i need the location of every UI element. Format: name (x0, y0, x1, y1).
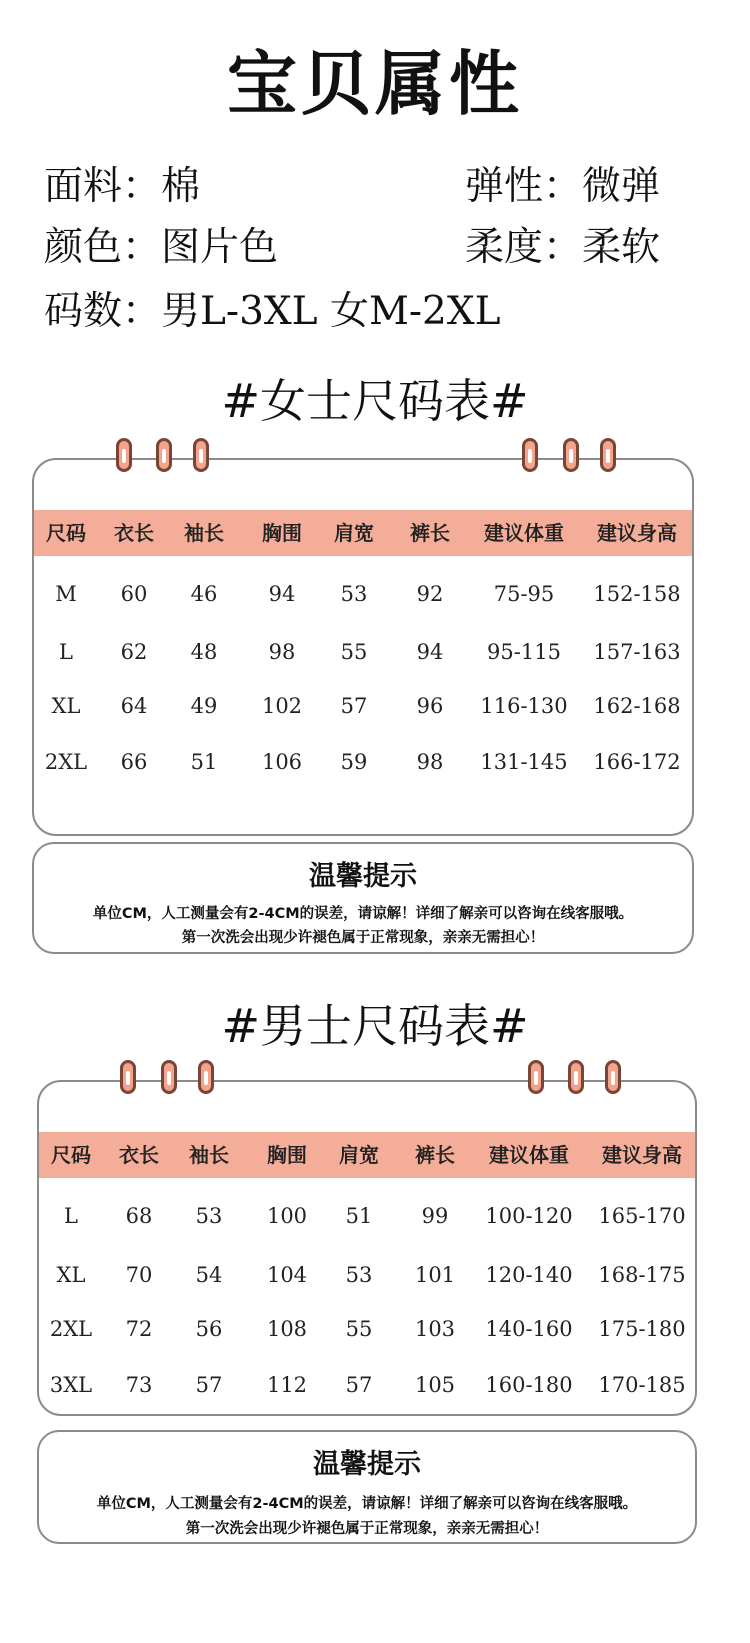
men-tip-title: 温馨提示 (313, 1449, 421, 1480)
men-header-chest: 胸围 (267, 1143, 307, 1167)
attr-elasticity: 弹性：微弹 (465, 164, 661, 209)
women-cell-height: 157-163 (593, 640, 681, 664)
page-title: 宝贝属性 (227, 43, 523, 125)
women-header-shoulder: 肩宽 (334, 521, 374, 545)
men-table-title: #男士尺码表# (221, 999, 529, 1053)
men-header-sleeve: 袖长 (189, 1143, 229, 1167)
women-cell-size: M (55, 582, 77, 606)
women-cell-shoulder: 57 (340, 694, 368, 718)
men-header-weight: 建议体重 (489, 1143, 569, 1167)
women-cell-size: XL (51, 694, 81, 718)
attr-softness: 柔度：柔软 (465, 225, 661, 270)
women-binding-ring-icon (193, 438, 209, 472)
men-cell-shoulder: 51 (345, 1204, 373, 1228)
women-cell-sleeve: 46 (190, 582, 218, 606)
women-cell-sleeve: 48 (190, 640, 218, 664)
women-header-weight: 建议体重 (484, 521, 564, 545)
women-cell-chest: 102 (261, 694, 303, 718)
men-cell-sleeve: 54 (195, 1263, 223, 1287)
women-cell-pants: 96 (416, 694, 444, 718)
women-cell-weight: 131-145 (480, 750, 568, 774)
women-tip-box (32, 842, 694, 954)
attr-color: 颜色：图片色 (44, 225, 279, 270)
men-cell-sleeve: 57 (195, 1373, 223, 1397)
men-header-height: 建议身高 (602, 1143, 682, 1167)
men-cell-chest: 112 (266, 1373, 308, 1397)
men-header-length: 衣长 (119, 1143, 159, 1167)
men-cell-size: XL (56, 1263, 86, 1287)
men-binding-ring-icon (120, 1060, 136, 1094)
women-cell-chest: 94 (268, 582, 296, 606)
men-cell-size: 2XL (49, 1317, 93, 1341)
women-cell-length: 62 (120, 640, 148, 664)
women-cell-sleeve: 49 (190, 694, 218, 718)
women-cell-height: 166-172 (593, 750, 681, 774)
women-cell-weight: 116-130 (480, 694, 568, 718)
men-cell-size: 3XL (49, 1373, 93, 1397)
women-cell-sleeve: 51 (190, 750, 218, 774)
women-cell-size: L (59, 640, 73, 664)
men-cell-chest: 104 (266, 1263, 308, 1287)
women-cell-height: 152-158 (593, 582, 681, 606)
women-binding-ring-icon (600, 438, 616, 472)
women-cell-pants: 92 (416, 582, 444, 606)
women-cell-size: 2XL (44, 750, 88, 774)
men-tip-line-1: 单位CM，人工测量会有2-4CM的误差，请谅解！详细了解亲可以咨询在线客服哦。 (96, 1496, 638, 1512)
women-header-chest: 胸围 (262, 521, 302, 545)
women-header-length: 衣长 (114, 521, 154, 545)
women-cell-shoulder: 59 (340, 750, 368, 774)
men-binding-ring-icon (198, 1060, 214, 1094)
women-cell-weight: 95-115 (487, 640, 561, 664)
women-cell-shoulder: 55 (340, 640, 368, 664)
women-binding-ring-icon (522, 438, 538, 472)
men-binding-ring-icon (605, 1060, 621, 1094)
women-table-title: #女士尺码表# (221, 374, 529, 428)
men-cell-length: 68 (125, 1204, 153, 1228)
men-cell-shoulder: 53 (345, 1263, 373, 1287)
men-cell-sleeve: 53 (195, 1204, 223, 1228)
women-cell-shoulder: 53 (340, 582, 368, 606)
women-cell-pants: 98 (416, 750, 444, 774)
men-cell-pants: 101 (414, 1263, 456, 1287)
men-binding-ring-icon (568, 1060, 584, 1094)
men-cell-weight: 120-140 (485, 1263, 573, 1287)
men-tip-line-2: 第一次洗会出现少许褪色属于正常现象，亲亲无需担心！ (185, 1521, 549, 1537)
women-cell-chest: 106 (261, 750, 303, 774)
men-cell-chest: 108 (266, 1317, 308, 1341)
men-header-shoulder: 肩宽 (339, 1143, 379, 1167)
women-cell-pants: 94 (416, 640, 444, 664)
men-cell-height: 165-170 (598, 1204, 686, 1228)
men-cell-pants: 105 (414, 1373, 456, 1397)
attr-sizes: 码数：男L-3XL 女M-2XL (44, 289, 501, 334)
women-header-pants: 裤长 (410, 521, 450, 545)
women-cell-length: 66 (120, 750, 148, 774)
men-binding-ring-icon (528, 1060, 544, 1094)
women-header-sleeve: 袖长 (184, 521, 224, 545)
men-cell-length: 70 (125, 1263, 153, 1287)
men-cell-shoulder: 55 (345, 1317, 373, 1341)
women-binding-ring-icon (563, 438, 579, 472)
women-header-height: 建议身高 (597, 521, 677, 545)
women-cell-weight: 75-95 (493, 582, 555, 606)
women-tip-line-1: 单位CM，人工测量会有2-4CM的误差，请谅解！详细了解亲可以咨询在线客服哦。 (92, 906, 634, 922)
men-cell-height: 175-180 (598, 1317, 686, 1341)
women-cell-length: 60 (120, 582, 148, 606)
men-cell-shoulder: 57 (345, 1373, 373, 1397)
women-tip-line-2: 第一次洗会出现少许褪色属于正常现象，亲亲无需担心！ (181, 930, 545, 946)
women-cell-height: 162-168 (593, 694, 681, 718)
women-header-size: 尺码 (46, 521, 86, 545)
men-cell-chest: 100 (266, 1204, 308, 1228)
attr-fabric: 面料：棉 (44, 164, 201, 209)
women-tip-title: 温馨提示 (309, 861, 417, 892)
men-cell-sleeve: 56 (195, 1317, 223, 1341)
men-cell-length: 73 (125, 1373, 153, 1397)
men-binding-ring-icon (161, 1060, 177, 1094)
men-cell-pants: 103 (414, 1317, 456, 1341)
men-header-pants: 裤长 (415, 1143, 455, 1167)
men-cell-weight: 160-180 (485, 1373, 573, 1397)
men-cell-length: 72 (125, 1317, 153, 1341)
men-cell-size: L (64, 1204, 78, 1228)
men-cell-weight: 140-160 (485, 1317, 573, 1341)
men-tip-box (37, 1430, 697, 1544)
men-cell-weight: 100-120 (485, 1204, 573, 1228)
women-binding-ring-icon (116, 438, 132, 472)
women-size-card (32, 458, 694, 836)
men-header-size: 尺码 (51, 1143, 91, 1167)
men-cell-height: 168-175 (598, 1263, 686, 1287)
women-binding-ring-icon (156, 438, 172, 472)
men-cell-pants: 99 (421, 1204, 449, 1228)
women-cell-length: 64 (120, 694, 148, 718)
women-cell-chest: 98 (268, 640, 296, 664)
men-cell-height: 170-185 (598, 1373, 686, 1397)
men-size-card (37, 1080, 697, 1416)
